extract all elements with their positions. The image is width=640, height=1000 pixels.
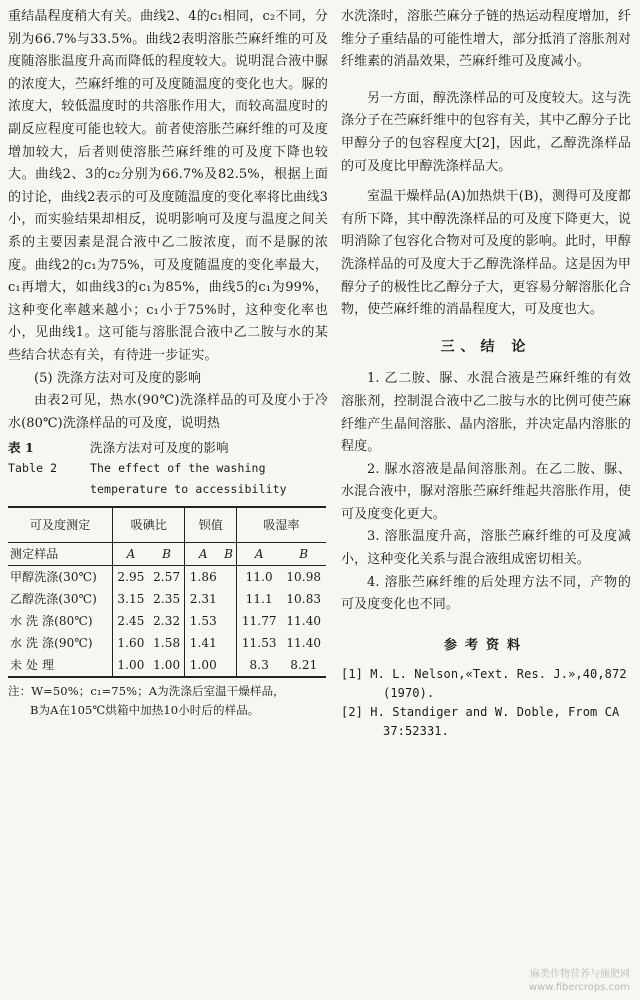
table-label-en: Table 2 — [8, 461, 58, 476]
cell: 11.40 — [286, 614, 322, 629]
header-moisture-regain: 吸湿率 — [236, 507, 326, 543]
header-row-label: 可及度测定 — [8, 507, 113, 543]
cell: 8.21 — [282, 654, 327, 677]
cell: 1.58 — [153, 636, 181, 651]
cell: 2.57 — [153, 570, 181, 585]
cell — [221, 632, 236, 654]
table-row — [8, 610, 326, 632]
table-note-line-1: 注：W=50%；c₁=75%；A为洗涤后室温干燥样品， — [8, 684, 285, 699]
table-header-row — [8, 507, 326, 543]
watermark-line-2: www.fibercrops.com — [528, 982, 630, 993]
table-row — [8, 654, 326, 677]
cell: 2.45 — [113, 610, 149, 632]
cell: 1.00 — [149, 654, 185, 677]
reference-2 — [341, 703, 631, 741]
cell: 1.00 — [113, 654, 149, 677]
right-paragraph-2: 另一方面，醇洗涤样品的可及度较大。这与洗涤分子在苎麻纤维中的包容有关，其中乙醇分子比甲醇分子的包容程度大[2]，因此，乙醇洗涤样品的可及度比甲醇洗涤样品大。 — [341, 90, 631, 174]
cell: 11.53 — [236, 632, 281, 654]
table-row — [8, 632, 326, 654]
cell: 1.00 — [185, 654, 221, 677]
cell: 2.32 — [153, 614, 181, 629]
conclusion-4: 4. 溶胀苎麻纤维的后处理方法不同，产物的可及度变化也不同。 — [341, 574, 631, 613]
row-label: 水 洗 涤(80℃) — [10, 614, 93, 629]
table-caption — [8, 437, 328, 500]
left-column — [8, 6, 328, 720]
table-label-cn: 表 1 — [8, 440, 34, 456]
conclusion-1: 1. 乙二胺、脲、水混合液是苎麻纤维的有效溶胀剂，控制混合液中乙二胺与水的比例可使苎麻纤维产生晶间溶胀、晶内溶胀，并决定晶内溶胀的程度。 — [341, 371, 631, 455]
watermark-line-1: 麻类作物营养与施肥网 — [530, 969, 630, 980]
subheader-a: A — [185, 543, 221, 566]
conclusion-2: 2. 脲水溶液是晶间溶胀剂。在乙二胺、脲、水混合液中，脲对溶胀苎麻纤维起共溶胀作用，使可及度变化更大。 — [341, 461, 631, 522]
subheader-b: B — [282, 543, 327, 566]
subheader-b: B — [221, 543, 236, 566]
cell: 1.41 — [185, 632, 221, 654]
data-table — [8, 506, 326, 678]
references-title: 参考资料 — [443, 637, 528, 653]
row-label: 未 处 理 — [8, 654, 113, 677]
row-label: 甲醇洗涤(30℃) — [10, 570, 97, 585]
subheader-a: A — [113, 543, 149, 566]
subheading-washing-method: (5) 洗涤方法对可及度的影响 — [34, 370, 202, 386]
subheader-a: A — [236, 543, 281, 566]
cell: 10.83 — [286, 592, 322, 607]
reference-1 — [341, 665, 631, 703]
right-column — [341, 6, 631, 741]
cell: 1.60 — [113, 632, 149, 654]
row-label: 水 洗 涤(90℃) — [10, 636, 93, 651]
left-paragraph-2: 由表2可见，热水(90℃)洗涤样品的可及度小于冷水(80℃)洗涤样品的可及度，说明热 — [8, 393, 328, 431]
table-row — [8, 566, 326, 589]
right-paragraph-1: 水洗涤时，溶胀苎麻分子链的热运动程度增加，纤维分子重结晶的可能性增大，部分抵消了溶胀剂对纤维素的消晶效果，苎麻纤维可及度减小。 — [341, 9, 631, 70]
left-paragraph-1: 重结晶程度稍大有关。曲线2、4的c₁相同，c₂不同，分别为66.7%与33.5%。曲线2表明溶胀苎麻纤维的可及度随溶胀温度升高而降低的程度较大。说明混合液中脲的浓度大，苎麻纤维的可及度随温度的变化也大。脲的浓度大，较低温度时的共溶胀作用大，而较高温度时的副反应程度可能也较大。前者使溶胀苎麻纤维的可及度增加较大，后者则使溶胀苎麻纤维的可及度下降也较大。曲线2、3的c₂分别为66.7%及82.5%，根据上面的讨论，曲线2表示的可及度随温度的变化率将比曲线3小，而实验结果却相反，说明影响可及度与温度之间关系的主要因素是混合液中乙二胺浓度，而不是脲的浓度。曲线2的c₁为75%，可及度随温度的变化率最大，c₁再增大，如曲线3的c₁为85%，曲线5的c₁为99%，这种变化率越来越小；c₁小于75%时，这种变化率也小，见曲线1。这可能与溶胀混合液中乙二胺与水的某些结合状态有关，有待进一步证实。 — [8, 9, 328, 363]
reference-2-line-2: 37:52331. — [383, 724, 449, 739]
table-title-en-1: The effect of the washing — [90, 461, 266, 476]
subheader-row-label: 测定样品 — [8, 543, 113, 566]
cell: 1.53 — [185, 610, 221, 632]
cell — [221, 654, 236, 677]
table-note — [8, 682, 328, 720]
table-subheader-row — [8, 543, 326, 566]
cell: 11.40 — [286, 636, 322, 651]
watermark — [529, 968, 630, 994]
cell: 1.86 — [185, 566, 221, 589]
subheader-b: B — [149, 543, 185, 566]
table-title-cn: 洗涤方法对可及度的影响 — [90, 440, 229, 456]
reference-1-line-1: [1] M. L. Nelson,«Text. Res. J.»,40,872 — [341, 667, 627, 682]
right-paragraph-3: 室温干燥样品(A)加热烘干(B)，测得可及度都有所下降，其中醇洗涤样品的可及度下降更大，说明消除了包容化合物对可及度的影响。此时，甲醇洗涤样品的可及度大于乙醇洗涤样品。这是因为甲醇分子的极性比乙醇分子大，更容易分解溶胀化合物，使苎麻纤维的消晶程度大，可及度也大。 — [341, 189, 631, 318]
cell — [221, 588, 236, 610]
cell — [221, 566, 236, 589]
conclusion-3: 3. 溶胀温度升高，溶胀苎麻纤维的可及度减小，这种变化关系与混合液组成密切相关。 — [341, 529, 631, 568]
section-title-conclusion: 三、结 论 — [440, 338, 532, 355]
cell — [221, 610, 236, 632]
row-label: 乙醇洗涤(30℃) — [10, 592, 97, 607]
cell: 10.98 — [286, 570, 322, 585]
reference-1-line-2: (1970). — [383, 686, 435, 701]
cell: 11.0 — [236, 566, 281, 589]
cell: 11.1 — [236, 588, 281, 610]
cell: 8.3 — [236, 654, 281, 677]
reference-2-line-1: [2] H. Standiger and W. Doble, From CA — [341, 705, 620, 720]
cell: 2.35 — [153, 592, 181, 607]
header-iodine-ratio: 吸碘比 — [113, 507, 185, 543]
table-row — [8, 588, 326, 610]
header-barium-value: 钡值 — [185, 507, 237, 543]
table-note-line-2: B为A在105℃烘箱中加热10小时后的样品。 — [30, 703, 260, 718]
table-title-en-2: temperature to accessibility — [90, 482, 287, 497]
cell: 3.15 — [113, 588, 149, 610]
cell: 11.77 — [236, 610, 281, 632]
cell: 2.95 — [113, 566, 149, 589]
cell: 2.31 — [185, 588, 221, 610]
